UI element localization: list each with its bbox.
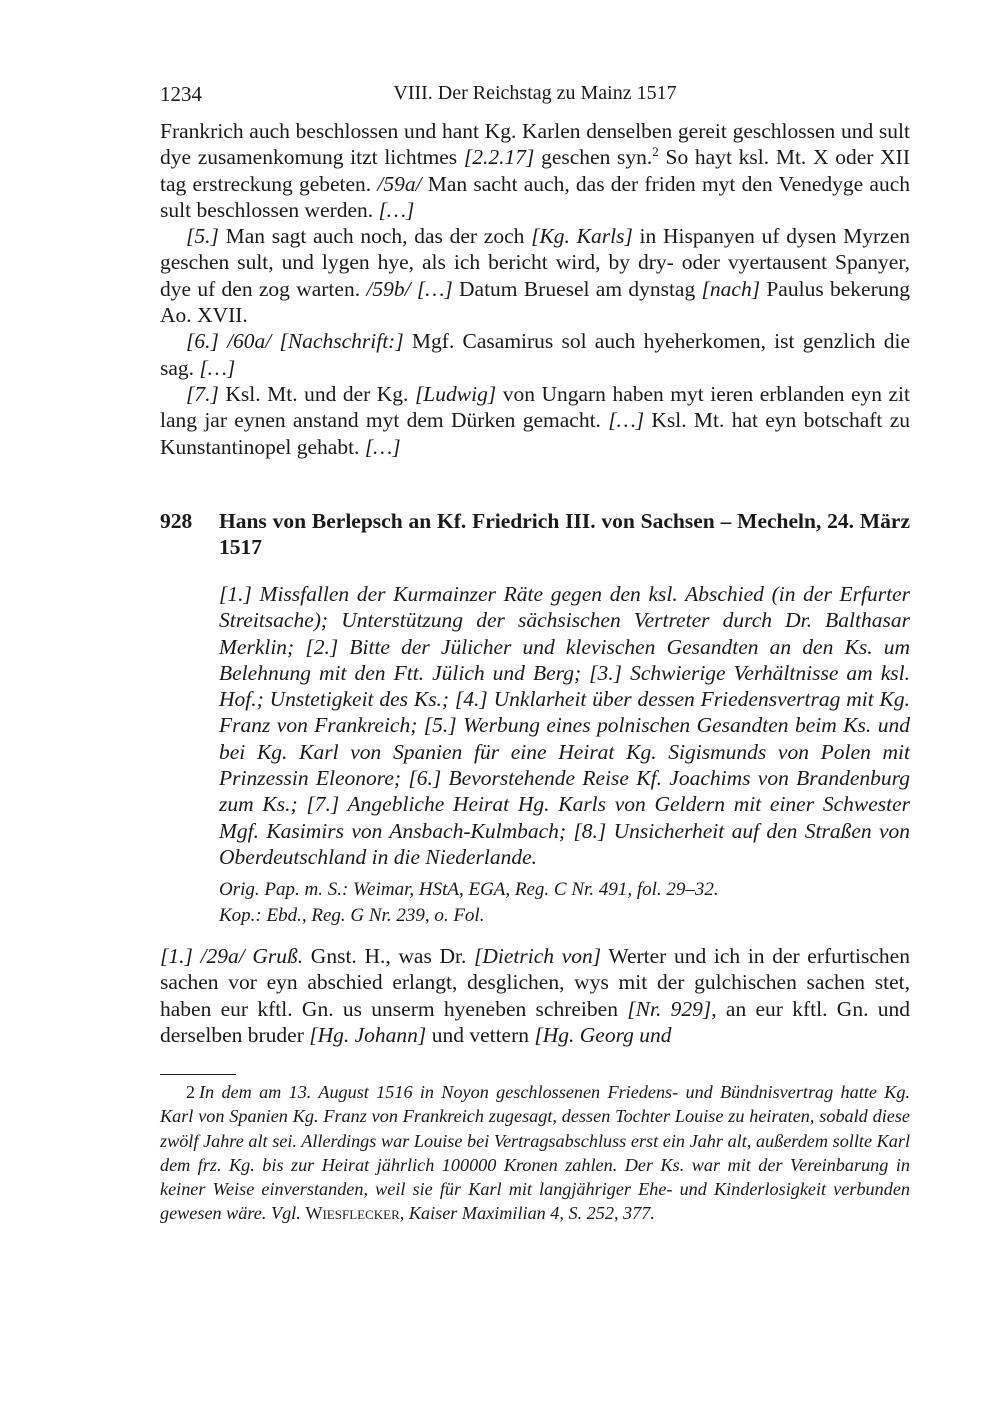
- editorial-note: [Dietrich von]: [474, 944, 602, 968]
- omission-marker: […]: [378, 197, 415, 222]
- document-heading: [160, 508, 910, 560]
- text-run: Man sacht auch, das der friden myt den Venedyge auch sult beschlossen werden.: [160, 171, 911, 222]
- footnote-author: Wiesflecker: [305, 1203, 400, 1224]
- source-references: [219, 877, 910, 929]
- text-run: Frankrich auch beschlossen und hant Kg. Karlen denselben gereit geschlossen und sult dye zusamenkomung itzt lichtmes: [160, 119, 910, 170]
- footnote-reference-text: , Kaiser Maximilian 4, S. 252, 377.: [399, 1203, 655, 1224]
- source-original: Orig. Pap. m. S.: Weimar, HStA, EGA, Reg. C Nr. 491, fol. 29–32.: [219, 879, 719, 900]
- section-marker: [7.]: [186, 381, 219, 406]
- document-body: [160, 943, 910, 1048]
- main-text: [160, 118, 910, 460]
- editorial-note: [Kg. Karls]: [531, 224, 633, 249]
- editorial-note: [Ludwig]: [414, 381, 497, 406]
- page-number: 1234: [160, 82, 202, 106]
- folio-marker: /59a/: [377, 171, 422, 196]
- footnote-mark: 2: [186, 1082, 195, 1102]
- omission-marker: […]: [364, 434, 401, 459]
- paragraph-continuation: [160, 118, 910, 223]
- editorial-note: [2.2.17]: [463, 145, 535, 170]
- document-regest: [1.] Missfallen der Kurmainzer Räte gegen den ksl. Abschied (in der Erfurter Streitsache); Unterstützung der sächsischen Vertreter durch Dr. Balthasar Merklin; [2.] Bitte der Jülicher und klevischen Gesandten an den Ks. um Belehnung mit den Ftt. Jülich und Berg; [3.] Schwierige Verhältnisse am ksl. Hof.; Unstetigkeit des Ks.; [4.] Unklarheit über dessen Friedensvertrag mit Kg. Franz von Frankreich; [5.] Werbung eines polnischen Gesandten beim Ks. und bei Kg. Karl von Spanien für eine Heirat Kg. Sigismunds von Polen mit Prinzessin Eleonore; [6.] Bevorstehende Reise Kf. Joachims von Brandenburg zum Ks.; [7.] Angebliche Heirat Hg. Karls von Geldern mit einer Schwester Mgf. Kasimirs von Ansbach-Kulmbach; [8.] Unsicherheit auf den Straßen von Oberdeutschland in die Niederlande.: [219, 582, 910, 869]
- omission-marker: […]: [608, 408, 645, 433]
- section-marker: [6.] /60a/ [Nachschrift:]: [186, 329, 404, 354]
- text-run: , an eur kftl. Gn. und derselben bruder: [160, 996, 910, 1047]
- document-title: Hans von Berlepsch an Kf. Friedrich III. von Sachsen – Mecheln, 24. März 1517: [219, 509, 910, 559]
- text-run: Werter und ich in der erfurtischen sachen vor eyn abschied erlangt, desglichen, wys mit der gulchischen sachen stet, haben eur kftl. Gn. us unserm hyeneben schreiben: [160, 944, 910, 1021]
- paragraph-7: [160, 381, 910, 460]
- footnote-text: In dem am 13. August 1516 in Noyon geschlossenen Friedens- und Bündnisvertrag hatte Kg. Karl von Spanien Kg. Franz von Frankreich zugesagt, dessen Tochter Louise zu heiraten, sobald diese zwölf Jahre alt sei. Allerdings war Louise bei Vertragsabschluss erst ein Jahr alt, außerdem sollte Karl dem frz. Kg. bis zur Heirat jährlich 100000 Kronen zahlen. Der Ks. war mit der Vereinbarung in keiner Weise einverstanden, weil sie für Karl mit langjähriger Ehe- und Kinderlosigkeit verbunden gewesen wäre. Vgl.: [160, 1082, 910, 1224]
- footnote-reference[interactable]: 2: [652, 144, 659, 160]
- text-run: Gnst. H., was Dr.: [303, 944, 475, 968]
- running-head: VIII. Der Reichstag zu Mainz 1517: [393, 82, 677, 104]
- paragraph-1: [160, 943, 910, 1048]
- section-marker: [5.]: [186, 224, 219, 249]
- text-run: Ksl. Mt. und der Kg.: [218, 381, 415, 406]
- section-marker: [1.] /29a/ Gruß.: [160, 944, 304, 968]
- text-run: So hayt ksl. Mt. X oder XII tag erstreckung gebeten.: [160, 145, 910, 196]
- folio-marker: /59b/ […]: [366, 276, 453, 301]
- footnote-2: [160, 1080, 910, 1226]
- paragraph-5: [160, 223, 910, 328]
- text-run: Mgf. Casamirus sol auch hyeherkomen, ist genzlich die sag.: [160, 329, 911, 380]
- editorial-note: [nach]: [701, 276, 761, 301]
- document-number: 928: [160, 509, 193, 533]
- source-copy: Kop.: Ebd., Reg. G Nr. 239, o. Fol.: [219, 905, 485, 926]
- text-run: in Hispanyen uf dysen Myrzen geschen sult, und lygen hye, als ich bericht wird, by dry- oder vyertausent Spanyer, dye uf den zog warten.: [160, 224, 911, 301]
- text-run: und vettern: [426, 1022, 535, 1047]
- text-run: geschen syn.: [534, 145, 653, 170]
- text-run: Man sagt auch noch, das der zoch: [218, 224, 532, 249]
- text-run: von Ungarn haben myt ieren erblanden eyn zit lang jar eynen anstand myt dem Dürken gemacht.: [160, 381, 910, 433]
- paragraph-6: [160, 328, 910, 381]
- text-run: Paulus bekerung Ao. XVII.: [160, 276, 910, 328]
- omission-marker: […]: [199, 355, 236, 380]
- cross-reference: [Nr. 929]: [627, 996, 712, 1021]
- text-run: Ksl. Mt. hat eyn botschaft zu Kunstantinopel gehabt.: [160, 408, 910, 459]
- editorial-note: [Hg. Johann]: [309, 1022, 427, 1047]
- footnote-rule: [160, 1074, 236, 1075]
- text-run: Datum Bruesel am dynstag: [452, 276, 702, 301]
- editorial-note: [Hg. Georg und: [534, 1022, 672, 1047]
